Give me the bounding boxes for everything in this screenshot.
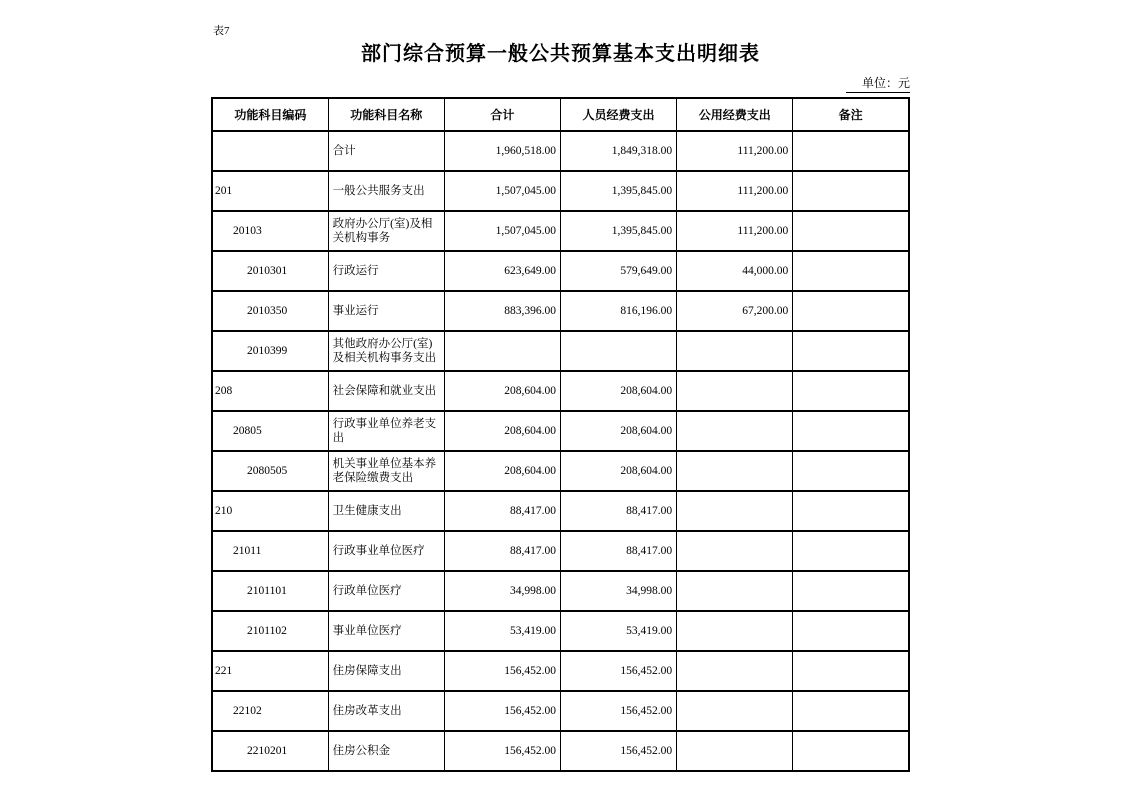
table-row: [212, 171, 909, 211]
total-cell: 156,452.00: [444, 731, 560, 771]
remark-cell: [793, 251, 909, 291]
header-row: [212, 98, 909, 131]
table-row: [212, 531, 909, 571]
name-cell: 住房公积金: [328, 731, 444, 771]
budget-detail-table: [211, 97, 910, 772]
personnel-cell: 156,452.00: [560, 691, 676, 731]
total-cell: 88,417.00: [444, 531, 560, 571]
column-header-1: 功能科目名称: [328, 98, 444, 131]
code-cell: 2080505: [212, 451, 328, 491]
remark-cell: [793, 291, 909, 331]
public-cell: 111,200.00: [677, 211, 793, 251]
public-cell: 111,200.00: [677, 131, 793, 171]
remark-cell: [793, 731, 909, 771]
public-cell: [677, 571, 793, 611]
public-cell: 111,200.00: [677, 171, 793, 211]
name-cell: 卫生健康支出: [328, 491, 444, 531]
total-cell: 1,507,045.00: [444, 171, 560, 211]
personnel-cell: 1,849,318.00: [560, 131, 676, 171]
code-cell: 22102: [212, 691, 328, 731]
table-row: [212, 331, 909, 371]
table-row: [212, 291, 909, 331]
table-row: [212, 131, 909, 171]
personnel-cell: 53,419.00: [560, 611, 676, 651]
name-cell: 政府办公厅(室)及相关机构事务: [328, 211, 444, 251]
table-row: [212, 371, 909, 411]
remark-cell: [793, 691, 909, 731]
public-cell: [677, 491, 793, 531]
personnel-cell: 1,395,845.00: [560, 171, 676, 211]
unit-label: 单位：元: [846, 76, 910, 93]
name-cell: 事业单位医疗: [328, 611, 444, 651]
table-row: [212, 651, 909, 691]
remark-cell: [793, 371, 909, 411]
total-cell: 156,452.00: [444, 691, 560, 731]
public-cell: [677, 371, 793, 411]
total-cell: 208,604.00: [444, 411, 560, 451]
remark-cell: [793, 331, 909, 371]
table-row: [212, 731, 909, 771]
personnel-cell: 1,395,845.00: [560, 211, 676, 251]
code-cell: 208: [212, 371, 328, 411]
personnel-cell: [560, 331, 676, 371]
name-cell: 机关事业单位基本养老保险缴费支出: [328, 451, 444, 491]
table-header: [212, 98, 909, 131]
name-cell: 行政运行: [328, 251, 444, 291]
table-row: [212, 211, 909, 251]
remark-cell: [793, 451, 909, 491]
personnel-cell: 88,417.00: [560, 531, 676, 571]
public-cell: [677, 731, 793, 771]
public-cell: [677, 651, 793, 691]
total-cell: 156,452.00: [444, 651, 560, 691]
public-cell: [677, 531, 793, 571]
remark-cell: [793, 491, 909, 531]
table-row: [212, 611, 909, 651]
remark-cell: [793, 571, 909, 611]
name-cell: 事业运行: [328, 291, 444, 331]
code-cell: 2101102: [212, 611, 328, 651]
code-cell: 2010301: [212, 251, 328, 291]
code-cell: 20103: [212, 211, 328, 251]
code-cell: 201: [212, 171, 328, 211]
unit-row: [211, 76, 910, 93]
personnel-cell: 208,604.00: [560, 371, 676, 411]
total-cell: 1,507,045.00: [444, 211, 560, 251]
personnel-cell: 88,417.00: [560, 491, 676, 531]
personnel-cell: 156,452.00: [560, 651, 676, 691]
column-header-4: 公用经费支出: [677, 98, 793, 131]
code-cell: 2210201: [212, 731, 328, 771]
personnel-cell: 816,196.00: [560, 291, 676, 331]
public-cell: [677, 451, 793, 491]
remark-cell: [793, 171, 909, 211]
name-cell: 行政事业单位医疗: [328, 531, 444, 571]
total-cell: 208,604.00: [444, 451, 560, 491]
table-row: [212, 451, 909, 491]
remark-cell: [793, 651, 909, 691]
name-cell: 合计: [328, 131, 444, 171]
column-header-5: 备注: [793, 98, 909, 131]
remark-cell: [793, 611, 909, 651]
total-cell: [444, 331, 560, 371]
code-cell: 2101101: [212, 571, 328, 611]
code-cell: [212, 131, 328, 171]
column-header-0: 功能科目编码: [212, 98, 328, 131]
public-cell: [677, 411, 793, 451]
personnel-cell: 579,649.00: [560, 251, 676, 291]
total-cell: 623,649.00: [444, 251, 560, 291]
column-header-2: 合计: [444, 98, 560, 131]
total-cell: 34,998.00: [444, 571, 560, 611]
public-cell: 67,200.00: [677, 291, 793, 331]
total-cell: 883,396.00: [444, 291, 560, 331]
personnel-cell: 208,604.00: [560, 451, 676, 491]
name-cell: 社会保障和就业支出: [328, 371, 444, 411]
remark-cell: [793, 531, 909, 571]
code-cell: 2010350: [212, 291, 328, 331]
table-row: [212, 571, 909, 611]
page-title: 部门综合预算一般公共预算基本支出明细表: [361, 43, 760, 65]
public-cell: [677, 611, 793, 651]
public-cell: 44,000.00: [677, 251, 793, 291]
code-cell: 210: [212, 491, 328, 531]
code-cell: 221: [212, 651, 328, 691]
code-cell: 2010399: [212, 331, 328, 371]
remark-cell: [793, 411, 909, 451]
remark-cell: [793, 211, 909, 251]
code-cell: 20805: [212, 411, 328, 451]
name-cell: 行政事业单位养老支出: [328, 411, 444, 451]
remark-cell: [793, 131, 909, 171]
personnel-cell: 34,998.00: [560, 571, 676, 611]
name-cell: 其他政府办公厅(室)及相关机构事务支出: [328, 331, 444, 371]
code-cell: 21011: [212, 531, 328, 571]
table-body: [212, 131, 909, 771]
name-cell: 住房改革支出: [328, 691, 444, 731]
name-cell: 行政单位医疗: [328, 571, 444, 611]
table-row: [212, 491, 909, 531]
personnel-cell: 156,452.00: [560, 731, 676, 771]
table-row: [212, 251, 909, 291]
table-row: [212, 691, 909, 731]
name-cell: 住房保障支出: [328, 651, 444, 691]
total-cell: 88,417.00: [444, 491, 560, 531]
table-number-label: 表7: [213, 25, 230, 37]
personnel-cell: 208,604.00: [560, 411, 676, 451]
total-cell: 53,419.00: [444, 611, 560, 651]
total-cell: 1,960,518.00: [444, 131, 560, 171]
column-header-3: 人员经费支出: [560, 98, 676, 131]
name-cell: 一般公共服务支出: [328, 171, 444, 211]
total-cell: 208,604.00: [444, 371, 560, 411]
table-row: [212, 411, 909, 451]
public-cell: [677, 331, 793, 371]
public-cell: [677, 691, 793, 731]
